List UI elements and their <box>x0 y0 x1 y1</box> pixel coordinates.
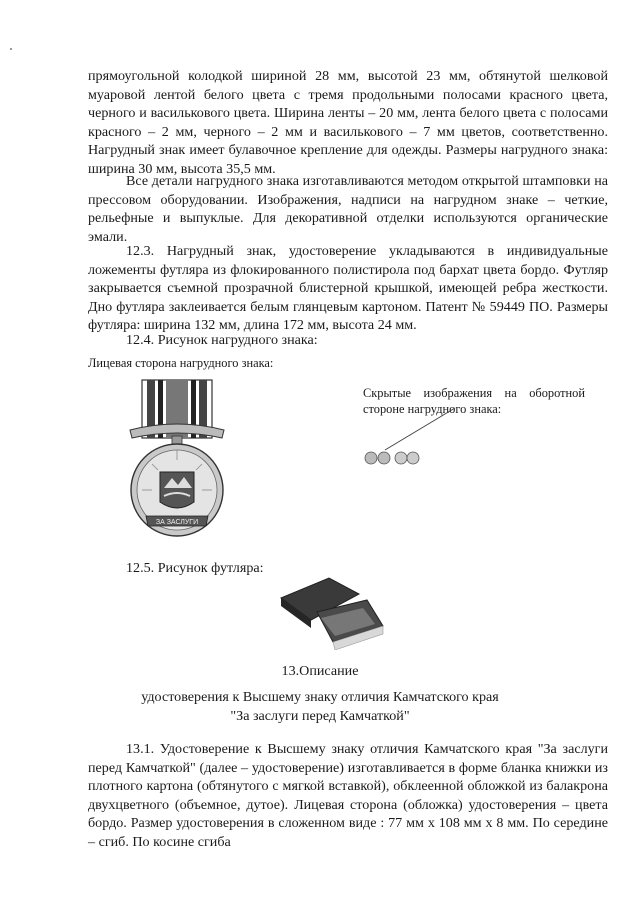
paragraph-details: Все детали нагрудного знака изготавливаются методом открытой штамповки на прессовом оборудовании. Изображения, надписи на нагрудном знаке – четкие, рельефные и выпуклые. Для декоративной отделки используются органические эмали. <box>88 173 608 245</box>
scan-speck <box>10 48 12 50</box>
medal-banner-text: ЗА ЗАСЛУГИ <box>155 519 199 526</box>
paragraph-13-1: 13.1. Удостоверение к Высшему знаку отличия Камчатского края "За заслуги перед Камчаткой" (далее – удостоверение) изготавливается в форме бланка книжки из плотного картона (обтянутого с мягкой вставкой), обклеенной обложкой из балакрона двухцветного (объемное, дутое). Лицевая сторона (обложка) удостоверения – цвета бордо. Размер удостоверения в сложенном виде : 77 мм х 108 мм х 8 мм. По середине – сгиб. По косине сгиба <box>88 741 608 850</box>
medal-image <box>122 378 232 548</box>
case-image <box>277 572 387 650</box>
paragraph-12-3: 12.3. Нагрудный знак, удостоверение укладываются в индивидуальные ложементы футляра из флокированного полистирола под бархат цвета бордо. Футляр закрывается съемной прозрачной блистерной крышкой, имеющей ребра жесткости. Дно футляра заклеивается белым глянцевым картоном. Патент № 59449 ПО. Размеры футляра: ширина 132 мм, длина 172 мм, высота 24 мм. <box>88 243 608 333</box>
section-13-title: 13.Описание <box>281 663 359 679</box>
front-side-caption: Лицевая сторона нагрудного знака: <box>88 356 274 370</box>
hidden-marks-image <box>355 400 475 475</box>
section-13-subtitle-1: удостоверения к Высшему знаку отличия Камчатского края <box>141 689 499 705</box>
section-13-subtitle-2: "За заслуги перед Камчаткой" <box>230 708 410 724</box>
paragraph-ribbon: прямоугольной колодкой шириной 28 мм, высотой 23 мм, обтянутой шелковой муаровой лентой белого цвета с тремя продольными полосами красного цвета, черного и василькового цвета. Ширина ленты – 20 мм, лента белого цвета с полосами красного – 2 мм, черного – 2 мм и василькового – 7 мм цветов, соответственно. Нагрудный знак имеет булавочное крепление для одежды. Размеры нагрудного знака: ширина 30 мм, высота 35,5 мм. <box>88 68 608 177</box>
paragraph-12-5: 12.5. Рисунок футляра: <box>126 560 264 576</box>
paragraph-12-4: 12.4. Рисунок нагрудного знака: <box>126 332 318 348</box>
hidden-images-caption: Скрытые изображения на оборотной стороне нагрудного знака: <box>363 386 585 416</box>
